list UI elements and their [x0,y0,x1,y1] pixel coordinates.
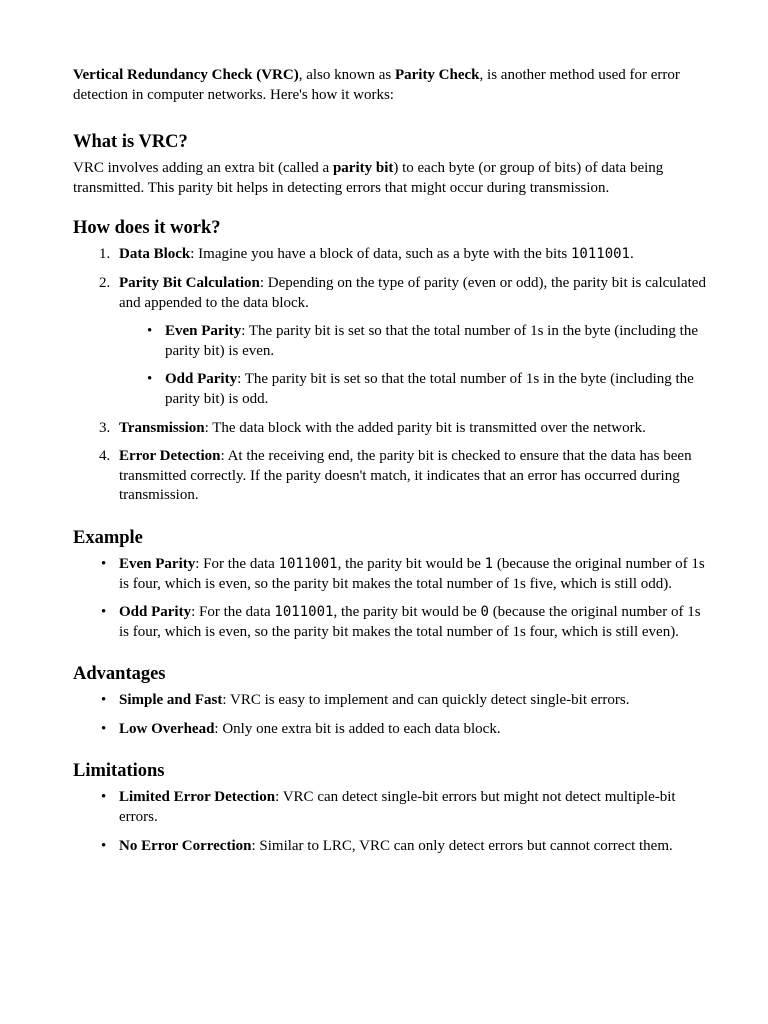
parity-types-list [119,322,708,409]
heading-limitations: Limitations [73,761,165,782]
intro-paragraph: Vertical Redundancy Check (VRC), also known as Parity Check, is another method used for error detection in computer networks. Here's how it works: [73,67,680,103]
list-item: • Simple and Fast: VRC is easy to implement and can quickly detect single-bit errors. [101,692,630,709]
example-list [73,555,708,642]
list-item: • Odd Parity: For the data 1011001, the parity bit would be 0 (because the original number of 1s is four, which is even, so the parity bit makes the total number of 1s four, which is still even). [101,604,701,640]
list-item: • Odd Parity: The parity bit is set so that the total number of 1s in the byte (including the parity bit) is odd. [147,371,694,407]
heading-how-does-it-work: How does it work? [73,218,221,239]
list-item: • Low Overhead: Only one extra bit is added to each data block. [101,720,501,737]
list-item: 3. Transmission: The data block with the added parity bit is transmitted over the network. [99,419,646,436]
list-item: 4. Error Detection: At the receiving end, the parity bit is checked to ensure that the data has been transmitted correctly. If the parity doesn't match, it indicates that an error has occurred during transmission. [99,448,692,504]
what-paragraph: VRC involves adding an extra bit (called a parity bit) to each byte (or group of bits) of data being transmitted. This parity bit helps in detecting errors that might occur during transmission. [73,160,664,196]
advantages-list [73,691,708,739]
heading-example: Example [73,527,143,548]
list-item: • Limited Error Detection: VRC can detect single-bit errors but might not detect multiple-bit errors. [101,789,676,826]
list-item: • No Error Correction: Similar to LRC, VRC can only detect errors but cannot correct them. [101,837,673,854]
list-item: 1. Data Block: Imagine you have a block of data, such as a byte with the bits 1011001. [99,246,634,263]
intro-term: Vertical Redundancy Check (VRC) [73,67,299,83]
steps-list [73,245,708,506]
intro-alias: Parity Check [394,67,480,83]
list-item: • Even Parity: For the data 1011001, the parity bit would be 1 (because the original number of 1s is four, which is even, so the parity bit makes the total number of 1s five, which is still odd). [101,555,705,592]
list-item: 2. Parity Bit Calculation: Depending on the type of parity (even or odd), the parity bit is calculated and appended to the data block. • Even Parity: The parity bit is set so that the total number of 1s in the byte (including the parity bit) is even. • Odd Parity: The parity bit is set so that the total number of 1s in the byte (including the parity bit) is odd. [73,274,708,410]
heading-advantages: Advantages [73,664,166,685]
limitations-list [73,788,708,856]
heading-what-is-vrc: What is VRC? [73,132,188,153]
list-item: • Even Parity: The parity bit is set so that the total number of 1s in the byte (including the parity bit) is even. [147,323,698,359]
